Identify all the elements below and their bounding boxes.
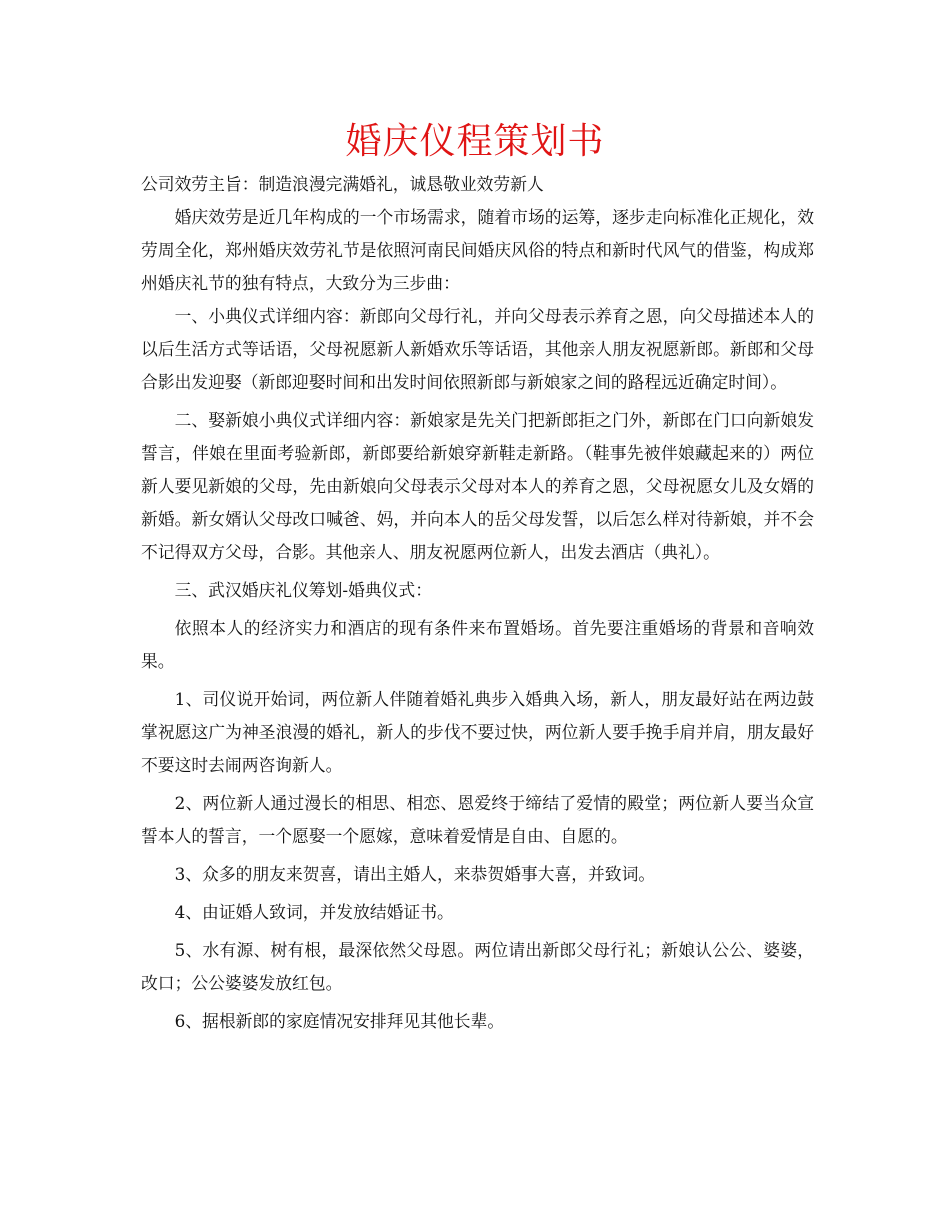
paragraph-venue: 依照本人的经济实力和酒店的现有条件来布置婚场。首先要注重婚场的背景和音响效果。 [141, 618, 814, 671]
paragraph-item-5: 5、水有源、树有根，最深依然父母恩。两位请出新郎父母行礼；新娘认公公、婆婆，改口；公公婆婆发放红包。 [141, 940, 814, 993]
document-body [141, 168, 814, 1038]
paragraph-item-4: 4、由证婚人致词，并发放结婚证书。 [174, 902, 454, 922]
paragraph-item-2: 2、两位新人通过漫长的相思、相恋、恩爱终于缔结了爱情的殿堂；两位新人要当众宣誓本人的誓言，一个愿娶一个愿嫁，意味着爱情是自由、自愿的。 [141, 793, 814, 846]
paragraph-step-two: 二、娶新娘小典仪式详细内容：新娘家是先关门把新郎拒之门外，新郎在门口向新娘发誓言，伴娘在里面考验新郎，新郎要给新娘穿新鞋走新路。（鞋事先被伴娘藏起来的）两位新人要见新娘的父母，先由新娘向父母表示父母对本人的养育之恩，父母祝愿女儿及女婿的新婚。新女婿认父母改口喊爸、妈，并向本人的岳父母发誓，以后怎么样对待新娘，并不会不记得双方父母，合影。其他亲人、朋友祝愿两位新人，出发去酒店（典礼）。 [141, 410, 814, 562]
paragraph-intro: 婚庆效劳是近几年构成的一个市场需求，随着市场的运筹，逐步走向标准化正规化，效劳周全化，郑州婚庆效劳礼节是依照河南民间婚庆风俗的特点和新时代风气的借鉴，构成郑州婚庆礼节的独有特点，大致分为三步曲： [141, 207, 814, 293]
paragraph-item-1: 1、司仪说开始词，两位新人伴随着婚礼典步入婚典入场，新人，朋友最好站在两边鼓掌祝愿这广为神圣浪漫的婚礼，新人的步伐不要过快，两位新人要手挽手肩并肩，朋友最好不要这时去闹两咨询新人。 [141, 689, 814, 775]
paragraph-step-one: 一、小典仪式详细内容：新郎向父母行礼，并向父母表示养育之恩，向父母描述本人的以后生活方式等话语，父母祝愿新人新婚欢乐等话语，其他亲人朋友祝愿新郎。新郎和父母合影出发迎娶（新郎迎娶时间和出发时间依照新郎与新娘家之间的路程远近确定时间）。 [141, 306, 814, 392]
service-tenet: 公司效劳主旨：制造浪漫完满婚礼，诚恳敬业效劳新人 [141, 174, 544, 194]
paragraph-item-6: 6、据根新郎的家庭情况安排拜见其他长辈。 [174, 1011, 505, 1031]
paragraph-step-three-heading: 三、武汉婚庆礼仪筹划-婚典仪式： [174, 580, 432, 600]
paragraph-item-3: 3、众多的朋友来贺喜，请出主婚人，来恭贺婚事大喜，并致词。 [174, 864, 656, 884]
document-title: 婚庆仪程策划书 [345, 121, 605, 162]
